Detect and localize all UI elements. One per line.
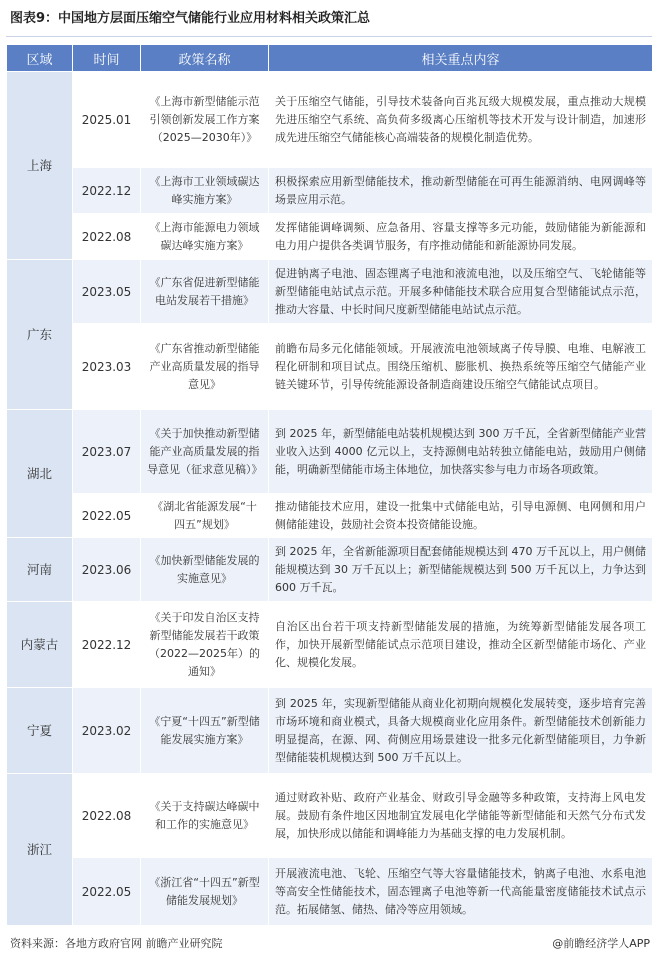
table-row (7, 774, 653, 858)
header-policy: 政策名称 (141, 45, 269, 72)
content-cell: 前瞻布局多元化储能领域。开展液流电池领域离子传导膜、电堆、电解液工程化研制和项目试点。围绕压缩机、膨胀机、换热系统等压缩空气储能产业链关键环节，引导传统能源设备制造商建设压缩空气储能试点项目。 (269, 324, 653, 410)
policy-cell: 《浙江省“十四五”新型储能发展规划》 (141, 858, 269, 926)
time-cell: 2022.08 (73, 774, 141, 858)
policy-cell: 《加快新型储能发展的实施意见》 (141, 538, 269, 602)
table-row (7, 688, 653, 774)
policy-cell: 《上海市新型储能示范引领创新发展工作方案（2025—2030年）》 (141, 72, 269, 168)
table-row (7, 602, 653, 688)
policy-cell: 《广东省推动新型储能产业高质量发展的指导意见》 (141, 324, 269, 410)
table-row (7, 72, 653, 168)
content-cell: 促进钠离子电池、固态锂离子电池和液流电池，以及压缩空气、飞轮储能等新型储能电站试点示范。开展多种储能技术联合应用复合型储能试点示范，推动大容量、中长时间尺度新型储能电站试点示范。 (269, 260, 653, 324)
header-region: 区域 (7, 45, 73, 72)
region-cell: 河南 (7, 538, 73, 602)
content-cell: 自治区出台若干项支持新型储能发展的措施，为统筹新型储能发展各项工作，加快开展新型储能试点示范项目建设，推动全区新型储能市场化、产业化、规模化发展。 (269, 602, 653, 688)
policy-cell: 《宁夏“十四五”新型储能发展实施方案》 (141, 688, 269, 774)
region-cell: 浙江 (7, 774, 73, 926)
content-cell: 推动储能技术应用，建设一批集中式储能电站，引导电源侧、电网侧和用户侧储能建设，鼓励社会资本投资储能设施。 (269, 494, 653, 538)
time-cell: 2023.05 (73, 260, 141, 324)
table-row (7, 494, 653, 538)
time-cell: 2022.08 (73, 214, 141, 260)
region-cell: 宁夏 (7, 688, 73, 774)
time-cell: 2022.12 (73, 602, 141, 688)
time-cell: 2025.01 (73, 72, 141, 168)
content-cell: 通过财政补贴、政府产业基金、财政引导金融等多种政策，支持海上风电发展。鼓励有条件地区因地制宜发展电化学储能等新型储能和天然气分布式发展，加快形成以储能和调峰能力为基础支撑的电力发展机制。 (269, 774, 653, 858)
policy-cell: 《广东省促进新型储能电站发展若干措施》 (141, 260, 269, 324)
content-cell: 关于压缩空气储能，引导技术装备向百兆瓦级大规模发展，重点推动大规模先进压缩空气系统、高负荷多级离心压缩机等技术开发与设计制造，加速形成先进压缩空气储能核心高端装备的规模化制造优势。 (269, 72, 653, 168)
policy-cell: 《关于印发自治区支持新型储能发展若干政策（2022—2025年）的通知》 (141, 602, 269, 688)
content-cell: 开展液流电池、飞轮、压缩空气等大容量储能技术，钠离子电池、水系电池等高安全性储能技术，固态锂离子电池等新一代高能量密度储能技术试点示范。拓展储氢、储热、储冷等应用领域。 (269, 858, 653, 926)
table-row (7, 260, 653, 324)
table-row (7, 858, 653, 926)
time-cell: 2023.07 (73, 410, 141, 494)
policy-cell: 《上海市工业领域碳达峰实施方案》 (141, 168, 269, 214)
table-row (7, 168, 653, 214)
header-time: 时间 (73, 45, 141, 72)
policy-table (6, 44, 653, 926)
table-header-row (7, 45, 653, 72)
policy-cell: 《关于支持碳达峰碳中和工作的实施意见》 (141, 774, 269, 858)
policy-cell: 《上海市能源电力领域碳达峰实施方案》 (141, 214, 269, 260)
table-row (7, 410, 653, 494)
table-row (7, 214, 653, 260)
source-note: 资料来源：各地方政府官网 前瞻产业研究院 (10, 937, 223, 950)
time-cell: 2023.03 (73, 324, 141, 410)
brand-label: @前瞻经济学人APP (552, 937, 650, 950)
time-cell: 2022.12 (73, 168, 141, 214)
region-cell: 湖北 (7, 410, 73, 538)
chart-title: 图表9：中国地方层面压缩空气储能行业应用材料相关政策汇总 (10, 11, 371, 26)
time-cell: 2022.05 (73, 858, 141, 926)
time-cell: 2023.06 (73, 538, 141, 602)
content-cell: 发挥储能调峰调频、应急备用、容量支撑等多元功能，鼓励储能为新能源和电力用户提供各类调节服务，有序推动储能和新能源协同发展。 (269, 214, 653, 260)
time-cell: 2023.02 (73, 688, 141, 774)
policy-cell: 《关于加快推动新型储能产业高质量发展的指导意见（征求意见稿）》 (141, 410, 269, 494)
content-cell: 到 2025 年，实现新型储能从商业化初期向规模化发展转变，逐步培育完善市场环境和商业模式，具备大规模商业化应用条件。新型储能技术创新能力明显提高，在源、网、荷侧应用场景建设一批多元化新型储能项目，力争新型储能装机规模达到 500 万千瓦以上。 (269, 688, 653, 774)
table-row (7, 324, 653, 410)
header-content: 相关重点内容 (269, 45, 653, 72)
content-cell: 到 2025 年，全省新能源项目配套储能规模达到 470 万千瓦以上，用户侧储能规模达到 30 万千瓦以上；新型储能规模达到 500 万千瓦以上，力争达到 600 万千瓦。 (269, 538, 653, 602)
policy-cell: 《湖北省能源发展“十四五”规划》 (141, 494, 269, 538)
region-cell: 广东 (7, 260, 73, 410)
content-cell: 积极探索应用新型储能技术，推动新型储能在可再生能源消纳、电网调峰等场景应用示范。 (269, 168, 653, 214)
region-cell: 上海 (7, 72, 73, 260)
region-cell: 内蒙古 (7, 602, 73, 688)
title-divider (6, 36, 652, 37)
content-cell: 到 2025 年，新型储能电站装机规模达到 300 万千瓦，全省新型储能产业营业收入达到 4000 亿元以上，支持源侧电站转独立储能电站，鼓励用户侧储能，明确新型储能市场主体地位，加快落实参与电力市场各项政策。 (269, 410, 653, 494)
table-row (7, 538, 653, 602)
time-cell: 2022.05 (73, 494, 141, 538)
